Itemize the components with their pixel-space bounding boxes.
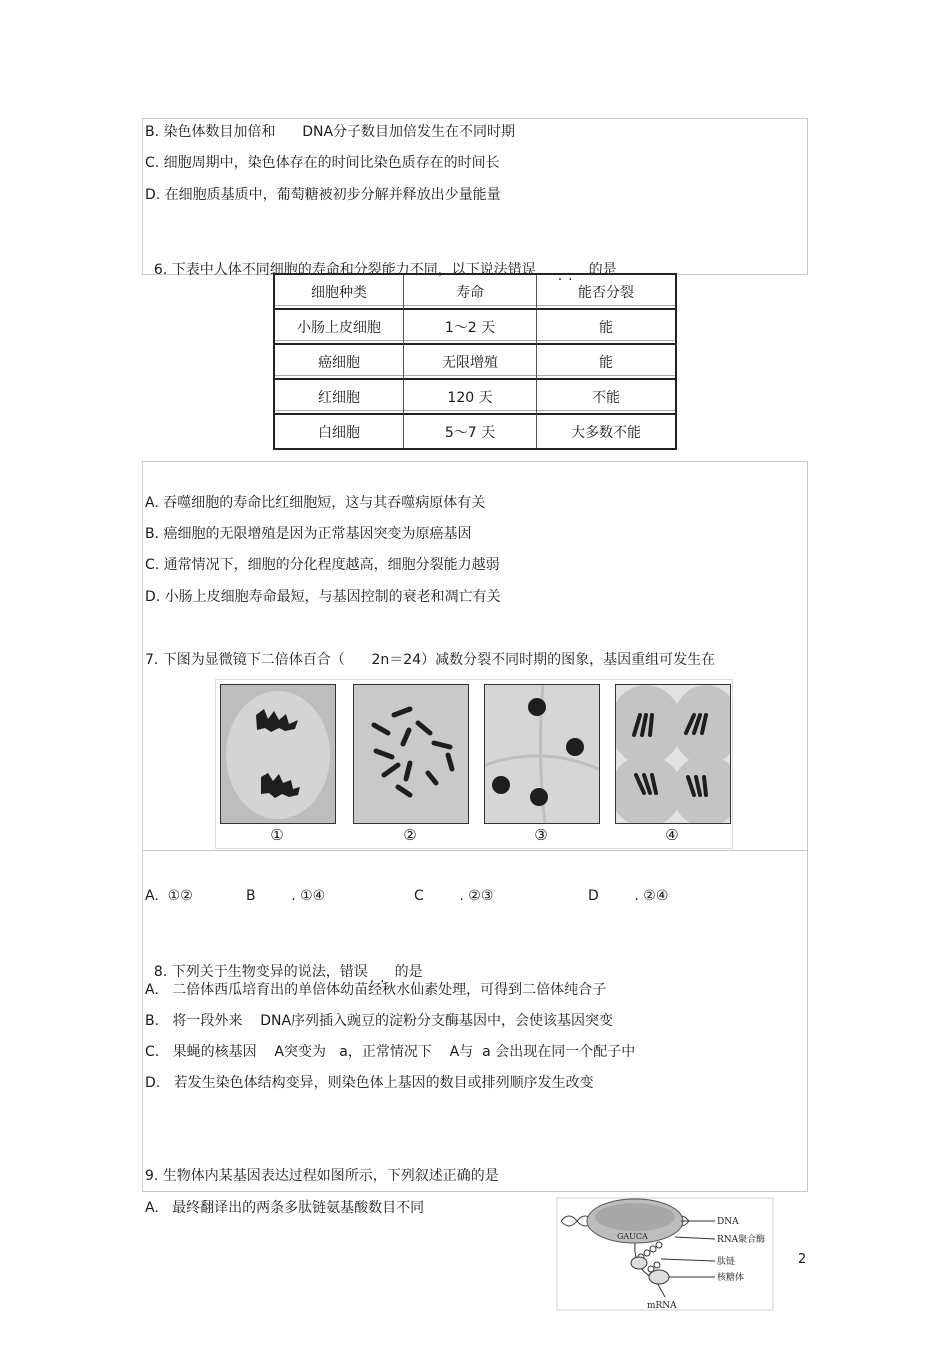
q5-option-c: C. 细胞周期中，染色体存在的时间比染色质存在的时间长 [145, 155, 500, 171]
table-cell: 能 [537, 345, 675, 380]
page-number: 2 [798, 1252, 807, 1267]
q8-stem-text: 8. 下列关于生物变异的说法，错误 [153, 964, 368, 980]
q6-option-c: C. 通常情况下，细胞的分化程度越高，细胞分裂能力越弱 [145, 557, 500, 573]
micrograph-2 [353, 684, 469, 824]
table-row [275, 415, 675, 448]
panel-label-3: ③ [534, 826, 548, 844]
table-cell: 1～2 天 [404, 310, 537, 345]
rna-polymerase-label: RNA聚合酶 [717, 1235, 766, 1245]
table-header: 能否分裂 [537, 275, 675, 310]
table-cell: 大多数不能 [571, 424, 641, 441]
q7-option-a: A. ①② [145, 888, 193, 904]
meiosis-micrographs [215, 679, 733, 849]
table-cell: 不能 [537, 380, 675, 415]
table-cell: 无限增殖 [404, 345, 537, 380]
table-cell: 白细胞 [275, 415, 404, 448]
emphasis-dots: .. [369, 970, 391, 986]
q8-option-a: A. 二倍体西瓜培育出的单倍体幼苗经秋水仙素处理，可得到二倍体纯合子 [145, 982, 607, 998]
table-header-row [275, 275, 675, 310]
q6-option-b: B. 癌细胞的无限增殖是因为正常基因突变为原癌基因 [145, 526, 472, 542]
q8-option-b: B. 将一段外来 DNA序列插入豌豆的淀粉分支酶基因中，会使该基因突变 [145, 1013, 614, 1029]
mrna-label: mRNA [647, 1301, 677, 1311]
q8-option-d: D. 若发生染色体结构变异，则染色体上基因的数目或排列顺序发生改变 [145, 1075, 594, 1091]
dna-label: DNA [717, 1217, 739, 1227]
q9-option-a: A. 最终翻译出的两条多肽链氨基酸数目不同 [145, 1200, 425, 1216]
ribosome-label: 核糖体 [717, 1273, 745, 1283]
gene-expression-diagram [555, 1197, 775, 1312]
panel-label-1: ① [270, 826, 284, 844]
peptide-label: 肽链 [717, 1257, 736, 1267]
table-cell: 癌细胞 [275, 345, 404, 380]
table-cell: 能 [537, 310, 675, 345]
table-row [275, 310, 675, 345]
panel-label-4: ④ [665, 826, 679, 844]
q7-stem: 7. 下图为显微镜下二倍体百合（ 2n＝24）减数分裂不同时期的图象，基因重组可发生在 [145, 652, 716, 668]
sequence-label: GAUCA [617, 1232, 648, 1241]
q6-stem-text: 6. 下表中人体不同细胞的寿命和分裂能力不同，以下说法错误 [153, 262, 536, 278]
emphasis-dots: .. [557, 268, 579, 284]
micrograph-3 [484, 684, 600, 824]
q9-stem: 9. 生物体内某基因表达过程如图所示，下列叙述正确的是 [145, 1168, 499, 1184]
q6-option-d: D. 小肠上皮细胞寿命最短，与基因控制的衰老和凋亡有关 [145, 589, 501, 605]
table-cell: 红细胞 [275, 380, 404, 415]
table-cell: 小肠上皮细胞 [275, 310, 404, 345]
q7-option-b: B . ①④ [246, 888, 326, 904]
table-row [275, 380, 675, 415]
q8-option-c: C. 果蝇的核基因 A突变为 a，正常情况下 A与 a 会出现在同一个配子中 [145, 1044, 636, 1060]
micrograph-1 [220, 684, 336, 824]
q7-option-c: C . ②③ [414, 888, 494, 904]
q5-option-d: D. 在细胞质基质中，葡萄糖被初步分解并释放出少量能量 [145, 187, 501, 203]
q7-option-d: D . ②④ [588, 888, 669, 904]
panel-label-2: ② [403, 826, 417, 844]
table-cell: 120 天 [404, 380, 537, 415]
q6-option-a: A. 吞噬细胞的寿命比红细胞短，这与其吞噬病原体有关 [145, 495, 486, 511]
table-row [275, 345, 675, 380]
table-cell: 5～7 天 [404, 415, 537, 448]
q8-stem-tail: 的是 [394, 964, 423, 980]
q8-stem [145, 945, 423, 986]
cell-lifespan-table [273, 273, 677, 450]
q6-stem-tail: 的是 [588, 262, 617, 278]
table-header: 细胞种类 [275, 275, 404, 310]
q5-option-b: B. 染色体数目加倍和 DNA分子数目加倍发生在不同时期 [145, 124, 516, 140]
micrograph-4 [615, 684, 731, 824]
table-header: 寿命 [404, 275, 537, 310]
